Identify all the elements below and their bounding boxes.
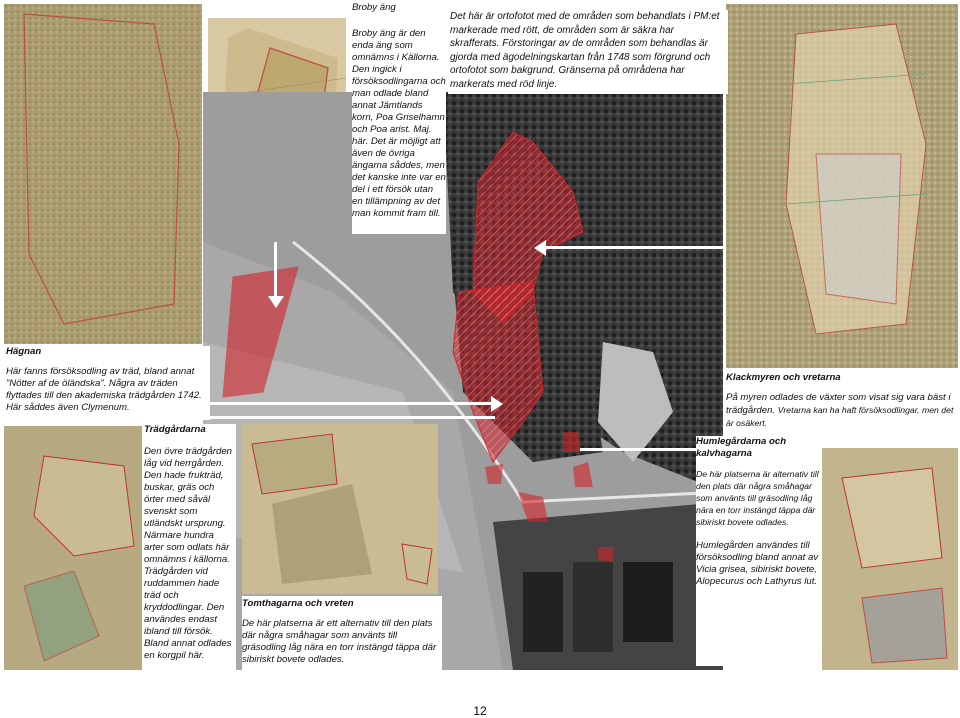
arrow-humlegardarna [580,448,696,451]
map-tomthagarna [242,424,438,594]
arrow-klackmyren [546,246,726,249]
caption-klackmyren-body-a: På myren odlades de växter som visat sig vara bäst i trädgården. [726,392,951,416]
caption-hagnan-title: Hägnan [6,346,42,357]
arrow-broby [274,242,277,300]
arrow-tradgardarna [205,416,495,419]
map-tradgardarna [4,426,142,670]
caption-klackmyren-body [726,392,958,430]
caption-humlegardarna-title: Humlegårdarna och kalvhagarna [696,436,787,459]
map-humlegardarna [822,448,958,670]
page-number: 12 [473,704,487,718]
arrow-hagnan-head [491,396,503,412]
caption-klackmyren-title: Klackmyren och vretarna [726,372,841,383]
caption-ortofoto [448,10,728,94]
caption-humlegardarna [696,436,820,666]
caption-tradgardarna-title: Trädgårdarna [144,424,206,435]
caption-tomthagarna-body: De här platserna är ett alternativ till den plats där några småhagar som använts till gräsodling låg nära en torr instängd täppa där sibiriskt bovete odlades. [242,618,437,665]
caption-tradgardarna-body: Den övre trädgården låg vid herrgården. Den hade frukträd, buskar, gräs och örter med såväl svenskt som utländskt ursprung. Närmare hundra arter som odlats här omnämns i källorna. Trädgården vid ruddammen hade träd och kryddodlingar. Den användes endast ibland till försök. Bland annat odlades en korgpil här. [144,446,232,661]
caption-hagnan-body: Här fanns försöksodling av träd, bland annat ”Nötter af de öländska”. Några av träden flyttades till den akademiska trädgården 1742. Här såddes även Clymenum. [6,366,202,413]
caption-hagnan [4,346,210,420]
arrow-klackmyren-head [534,240,546,256]
caption-humlegardarna-body-b: Humlegården användes till försöksodling bland annat av Vicia grisea, sibiriskt bovete, Alopecurus och Lathyrus lut. [696,540,819,587]
arrow-broby-head [268,296,284,308]
caption-humlegardarna-body-a: De här platserna är alternativ till den plats där några småhagar som använts till gräsodling låg nära en torr instängd täppa där sibiriskt bovete odlades. [696,469,819,527]
caption-tomthagarna [242,596,442,672]
caption-broby-title: Broby äng [352,2,396,13]
caption-broby-body: Broby äng är den enda äng som omnämns i Källorna. Den ingick i försöksodlingarna och man odlade bland annat Jämtlands korn, Poa Griselhamn och Poa arist. Maj. här. Det är möjligt att även de övriga ängarna såddes, men det kanske inte var en del i ett försök utan en tillämpning av det man kommit fram till. [352,28,446,219]
caption-klackmyren [726,372,958,436]
map-klackmyren [726,4,958,368]
caption-broby [352,2,446,234]
caption-ortofoto-body: Det här är ortofotot med de områden som behandlats i PM:et markerade med rött, de områden som är säkra har skrafferats. Förstoringar av de områden som behandlas är gjorda med ägodelningskartan från 1748 som förgrund och ortofotot som bakgrund. Gränserna på områdena har markerats med röd linje. [450,11,720,90]
map-hagnan [4,4,202,344]
caption-tradgardarna [144,424,236,670]
arrow-hagnan [203,402,493,405]
caption-tomthagarna-title: Tomthagarna och vreten [242,598,354,609]
caption-klackmyren-body-b: Vretarna kan ha haft försöksodlingar, men det är osäkert. [726,405,954,428]
